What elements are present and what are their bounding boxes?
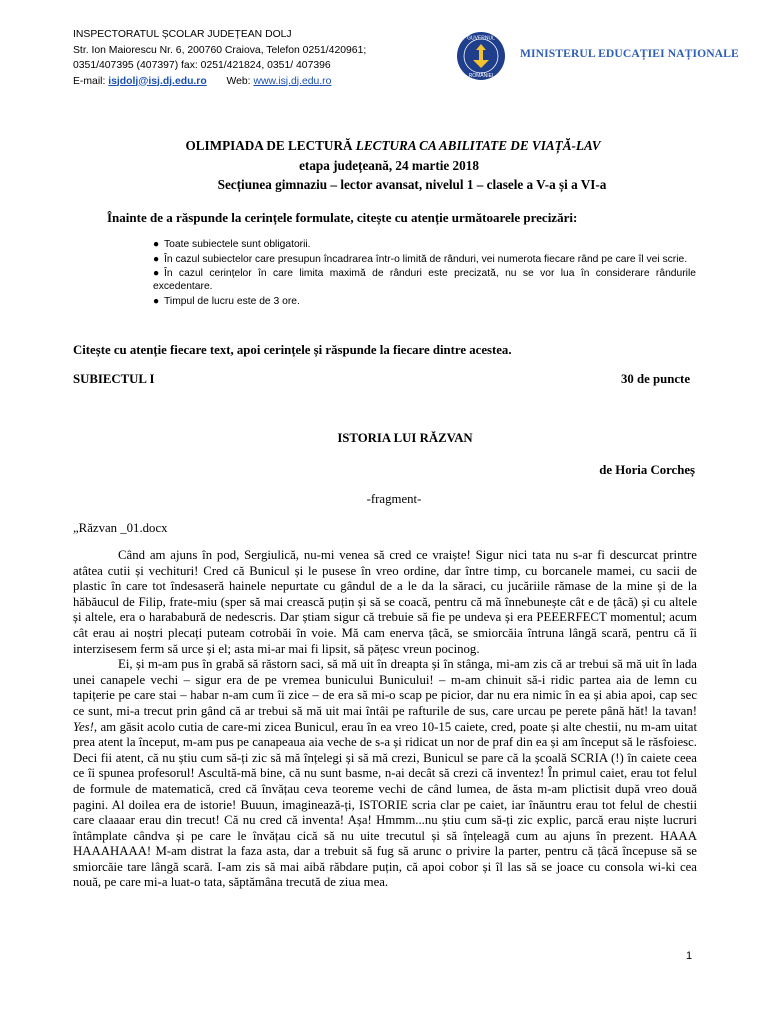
crest-text-bottom: ROMÂNIEI [468, 73, 494, 79]
email-link[interactable]: isjdolj@isj.dj.edu.ro [108, 75, 207, 87]
file-name: „Răzvan _01.docx [73, 521, 168, 535]
list-item: ● Toate subiectele sunt obligatorii. [153, 239, 311, 250]
web-link[interactable]: www.isj.dj.edu.ro [253, 75, 332, 87]
document-titles [0, 136, 768, 195]
paragraph-1: Când am ajuns în pod, Sergiulică, nu-mi venea să cred ce vraiște! Sigur nici tata nu s-ar fi descurcat printre atâtea cutii și vechituri! Cred că Bunicul și le pusese în vreo ordine, dar între timp, cu borcanele mamei, cu sacii de plastic în care tot îndesaseră hainele nepurtate cu gândul de a le da la săraci, cu jucăriile rămase de la mine și de la hăbăucul de Filip, frate-miu (sper să mai crească puțin și să se coacă, pentru că mă înnebunește cât e de țâcă) și cu altele și altele, era o harababură de nedescris. Dar știam sigur că trebuie să fie pe undeva și era PEEERFECT momentul; acum cât erau ai noștri plecați puteam cotrobăi în voie. Mă cam enerva țâcă, se smiorcăia întruna lângă scară, pentru că îi interzisesem ferm să urce și el; asta mi-ar mai fi lipsit, să pățesc vreun pocinog. [73, 548, 697, 656]
bullet-icon: ● [153, 268, 160, 279]
section-level: Secțiunea gimnaziu – lector avansat, nivelul 1 – clasele a V-a și a VI-a [217, 177, 607, 192]
email-label: E-mail: [73, 75, 106, 87]
fragment-label: -fragment- [366, 492, 422, 506]
list-item: ● În cazul cerințelor în care limita maximă de rânduri este precizată, nu se vor lua în considerare rândurile excedentare. [153, 268, 696, 292]
org-name: INSPECTORATUL ȘCOLAR JUDEȚEAN DOLJ [73, 29, 292, 40]
ministry-name: MINISTERUL EDUCAȚIEI NAȚIONALE [520, 47, 739, 60]
page-number: 1 [686, 950, 693, 962]
phones-line: 0351/407395 (407397) fax: 0251/421824, 0351/ 407396 [73, 60, 331, 71]
web-label: Web: [226, 75, 251, 87]
subject-header [73, 372, 690, 387]
bullet-icon: ● [153, 239, 160, 250]
stage-date: etapa județeană, 24 martie 2018 [299, 157, 479, 173]
bullet-icon: ● [153, 295, 160, 307]
crest-text-top: GUVERNUL [467, 35, 495, 42]
olympiad-title: OLIMPIADA DE LECTURĂ LECTURA CA ABILITATE DE VIAȚĂ-LAV [185, 138, 601, 153]
bullet-icon: ● [153, 253, 160, 265]
olympiad-title-italic: LECTURA CA ABILITATE DE VIAȚĂ-LAV [355, 138, 601, 153]
address-line: Str. Ion Maiorescu Nr. 6, 200760 Craiova, Telefon 0251/420961; [73, 44, 367, 56]
story-title: ISTORIA LUI RĂZVAN [337, 431, 473, 445]
story-body [73, 548, 697, 891]
list-item: ● Timpul de lucru este de 3 ore. [153, 295, 300, 307]
rules-list [153, 238, 696, 309]
government-crest-icon [452, 30, 510, 82]
list-item: ● În cazul subiectelor care presupun încadrarea într-o limită de rânduri, vei numerota fiecare rând pe care îl vei scrie. [153, 253, 688, 265]
letterhead-contact [73, 27, 453, 89]
paragraph-2: Ei, și m-am pus în grabă să răstorn saci, să mă uit în dreapta și în stânga, mi-am zis că ar trebui să mă uit în lada unei canapele vechi – sigur era de pe vremea bunicului Bunicului! – m-am chinuit să-i ridic partea aia de lemn cu tapițerie pe care stai – habar n-am cum îi zice – de era să mi-o scap pe picior, dar nu era nimic în ea și abia apoi, cap sec ce sunt, mi-a trecut prin gând că ar trebui să mă uit mai întâi pe rafturile de sus, care urcau pe perete până hăt! la tavan! Yes!, am găsit acolo cutia de care-mi zicea Bunicul, erau în ea vreo 10-15 caiete, cred, poate și alte chestii, nu m-am uitat prea atent la început, m-am pus pe canapeaua aia veche de s-a și ridicat un nor de praf din ea și am început să le răsfoiesc. Deci fii atent, că nu știu cum să-ți zic să mă înțelegi și să mă crezi, Bunicul se pare că la școală SCRIA (!) în caiete ceea ce îi spunea profesorul! Ascultă-mă bine, că nu sunt basme, n-ai decât să crezi că inventez! În primul caiet, erau tot felul de formule de matematică, cred că învățau ceva teoreme vechi de când lumea, de ăsta m-am plictisit după vreo două pagini. Al doilea era de istorie! Buuun, imaginează-ți, ISTORIE scria clar pe caiet, iar înăuntru erau tot felul de chestii care claaaar erau din trecut! Că nu cred că inventa! Așa! Hmmm...nu știu cum să-ți zic explic, parcă erau niște lucruri întâmplate cândva și pe care le învățau cică să nu uite trecutul și să înțeleagă cum au ajuns în prezent. HAAA HAAAHAAA! M-am distrat la faza asta, dar a trebuit să fug să arunc o privire la parter, pentru că țâcă începuse să se smiorcăie tare lângă scară. I-am zis să mai aibă răbdare puțin, că apoi cobor și îl las să se joace cu consola wi-ki cea nouă, pe care mi-a luat-o tata, săptămâna trecută de ziua mea. [73, 657, 697, 890]
read-instruction: Citește cu atenție fiecare text, apoi cerințele și răspunde la fiecare dintre acestea. [73, 343, 512, 357]
subject-label: SUBIECTUL I [73, 372, 155, 386]
contact-line [73, 74, 453, 90]
instructions-heading: Înainte de a răspunde la cerințele formulate, citește cu atenție următoarele precizări: [107, 210, 578, 225]
yes-exclamation: Yes! [73, 719, 94, 734]
story-author: de Horia Corcheș [599, 463, 695, 477]
subject-points: 30 de puncte [621, 372, 690, 386]
